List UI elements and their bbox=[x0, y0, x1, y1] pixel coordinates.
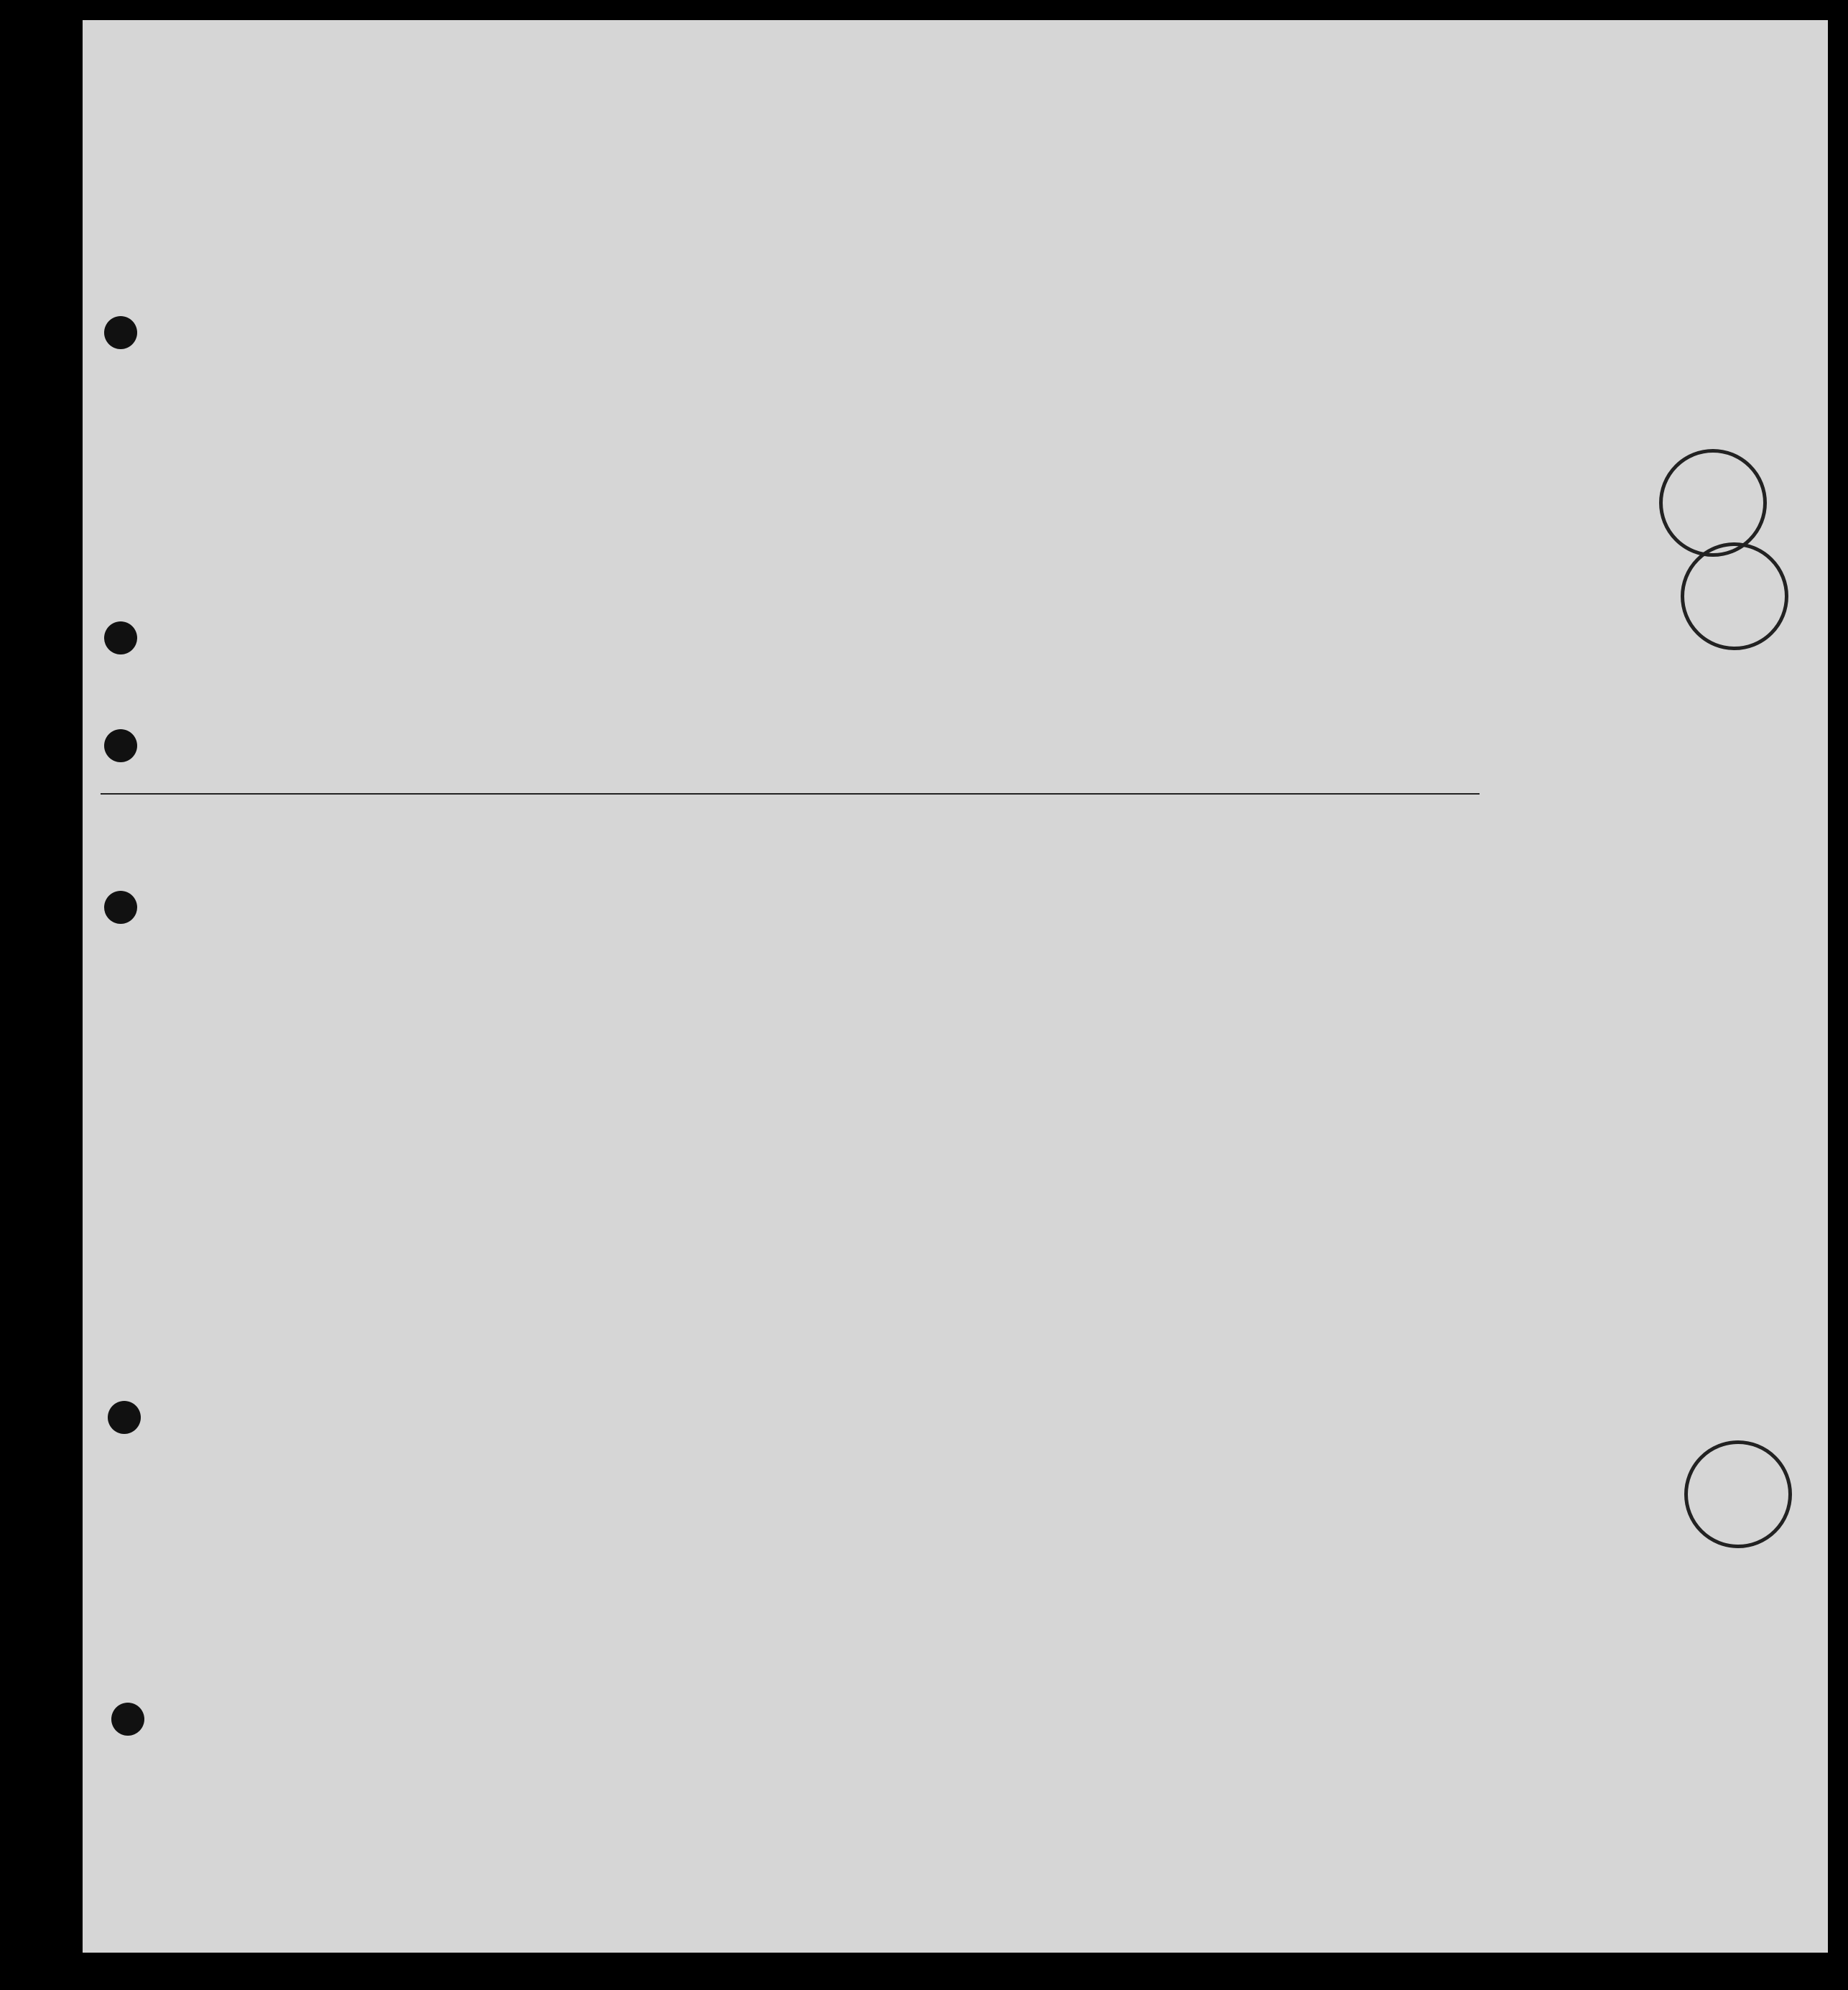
consulate-seal bbox=[1681, 542, 1788, 650]
punch-hole bbox=[111, 1703, 144, 1736]
consulate-seal bbox=[1684, 1440, 1792, 1548]
punch-hole bbox=[104, 891, 137, 924]
punch-hole bbox=[108, 1401, 141, 1434]
punch-hole bbox=[104, 316, 137, 349]
punch-hole bbox=[104, 621, 137, 654]
consulate-seal bbox=[1659, 449, 1767, 557]
strike-through-line bbox=[101, 793, 1480, 795]
manifest-sheet bbox=[83, 20, 1828, 1953]
punch-hole bbox=[104, 729, 137, 762]
